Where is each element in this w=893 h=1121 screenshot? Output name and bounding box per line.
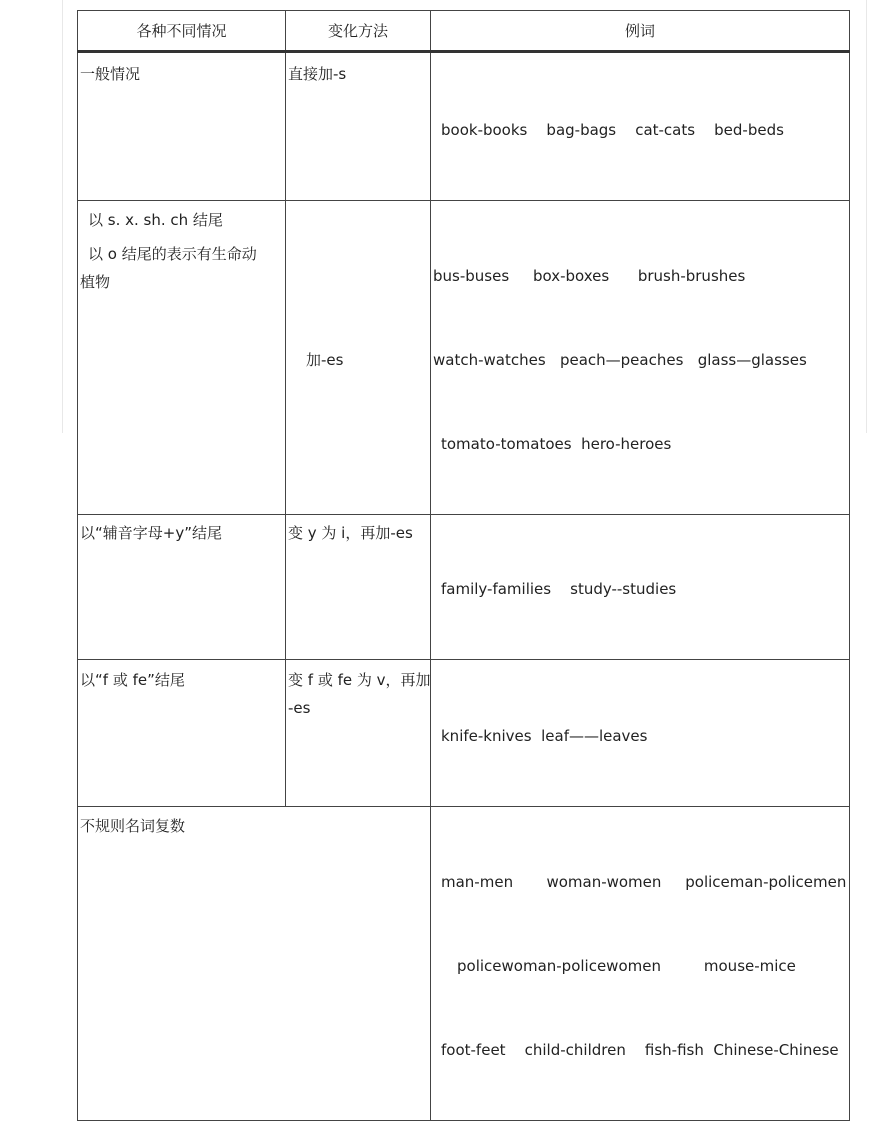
header-case: 各种不同情况 xyxy=(78,11,286,52)
case-cell xyxy=(78,515,286,660)
example-line: tomato-tomatoes hero-heroes xyxy=(441,435,672,453)
table-row xyxy=(78,52,850,201)
case-text: 以 s. x. sh. ch 结尾 xyxy=(88,211,223,229)
examples-cell xyxy=(431,807,850,1121)
case-text: 不规则名词复数 xyxy=(80,817,186,835)
header-method: 变化方法 xyxy=(286,11,431,52)
table-header-row xyxy=(78,11,850,52)
method-text: 加-es xyxy=(306,351,344,369)
table-row xyxy=(78,201,850,515)
example-line: policewoman-policewomen mouse-mice xyxy=(457,957,796,975)
example-line: bus-buses box-boxes brush-brushes xyxy=(433,267,746,285)
method-text: 变 f 或 fe 为 v，再加 xyxy=(288,671,431,689)
case-cell xyxy=(78,807,431,1121)
example-line: book-books bag-bags cat-cats bed-beds xyxy=(441,121,784,139)
table-row xyxy=(78,660,850,807)
method-cell xyxy=(286,52,431,201)
method-cell xyxy=(286,201,431,515)
case-cell xyxy=(78,52,286,201)
case-text: 植物 xyxy=(80,273,111,291)
method-cell xyxy=(286,515,431,660)
method-text: -es xyxy=(288,699,311,717)
method-text: 变 y 为 i，再加-es xyxy=(288,524,413,542)
case-cell xyxy=(78,201,286,515)
noun-plural-rules-table xyxy=(77,10,850,1121)
case-text: 以 o 结尾的表示有生命动 xyxy=(88,245,257,263)
examples-cell xyxy=(431,52,850,201)
examples-cell xyxy=(431,515,850,660)
example-line: man-men woman-women policeman-policemen xyxy=(441,873,847,891)
examples-cell xyxy=(431,201,850,515)
page-frame-left xyxy=(62,0,63,433)
case-text: 以“辅音字母+y”结尾 xyxy=(80,524,222,542)
header-examples: 例词 xyxy=(431,11,850,52)
method-cell xyxy=(286,660,431,807)
examples-cell xyxy=(431,660,850,807)
case-text: 一般情况 xyxy=(80,65,141,83)
case-text: 以“f 或 fe”结尾 xyxy=(80,671,185,689)
example-line: foot-feet child-children fish-fish Chinese-Chinese xyxy=(441,1041,839,1059)
example-line: knife-knives leaf——leaves xyxy=(441,727,648,745)
page-frame-right xyxy=(866,0,867,433)
example-line: watch-watches peach—peaches glass—glasses xyxy=(433,351,807,369)
table-row xyxy=(78,807,850,1121)
method-text: 直接加-s xyxy=(288,65,347,83)
example-line: family-families study--studies xyxy=(441,580,677,598)
table-row xyxy=(78,515,850,660)
case-cell xyxy=(78,660,286,807)
